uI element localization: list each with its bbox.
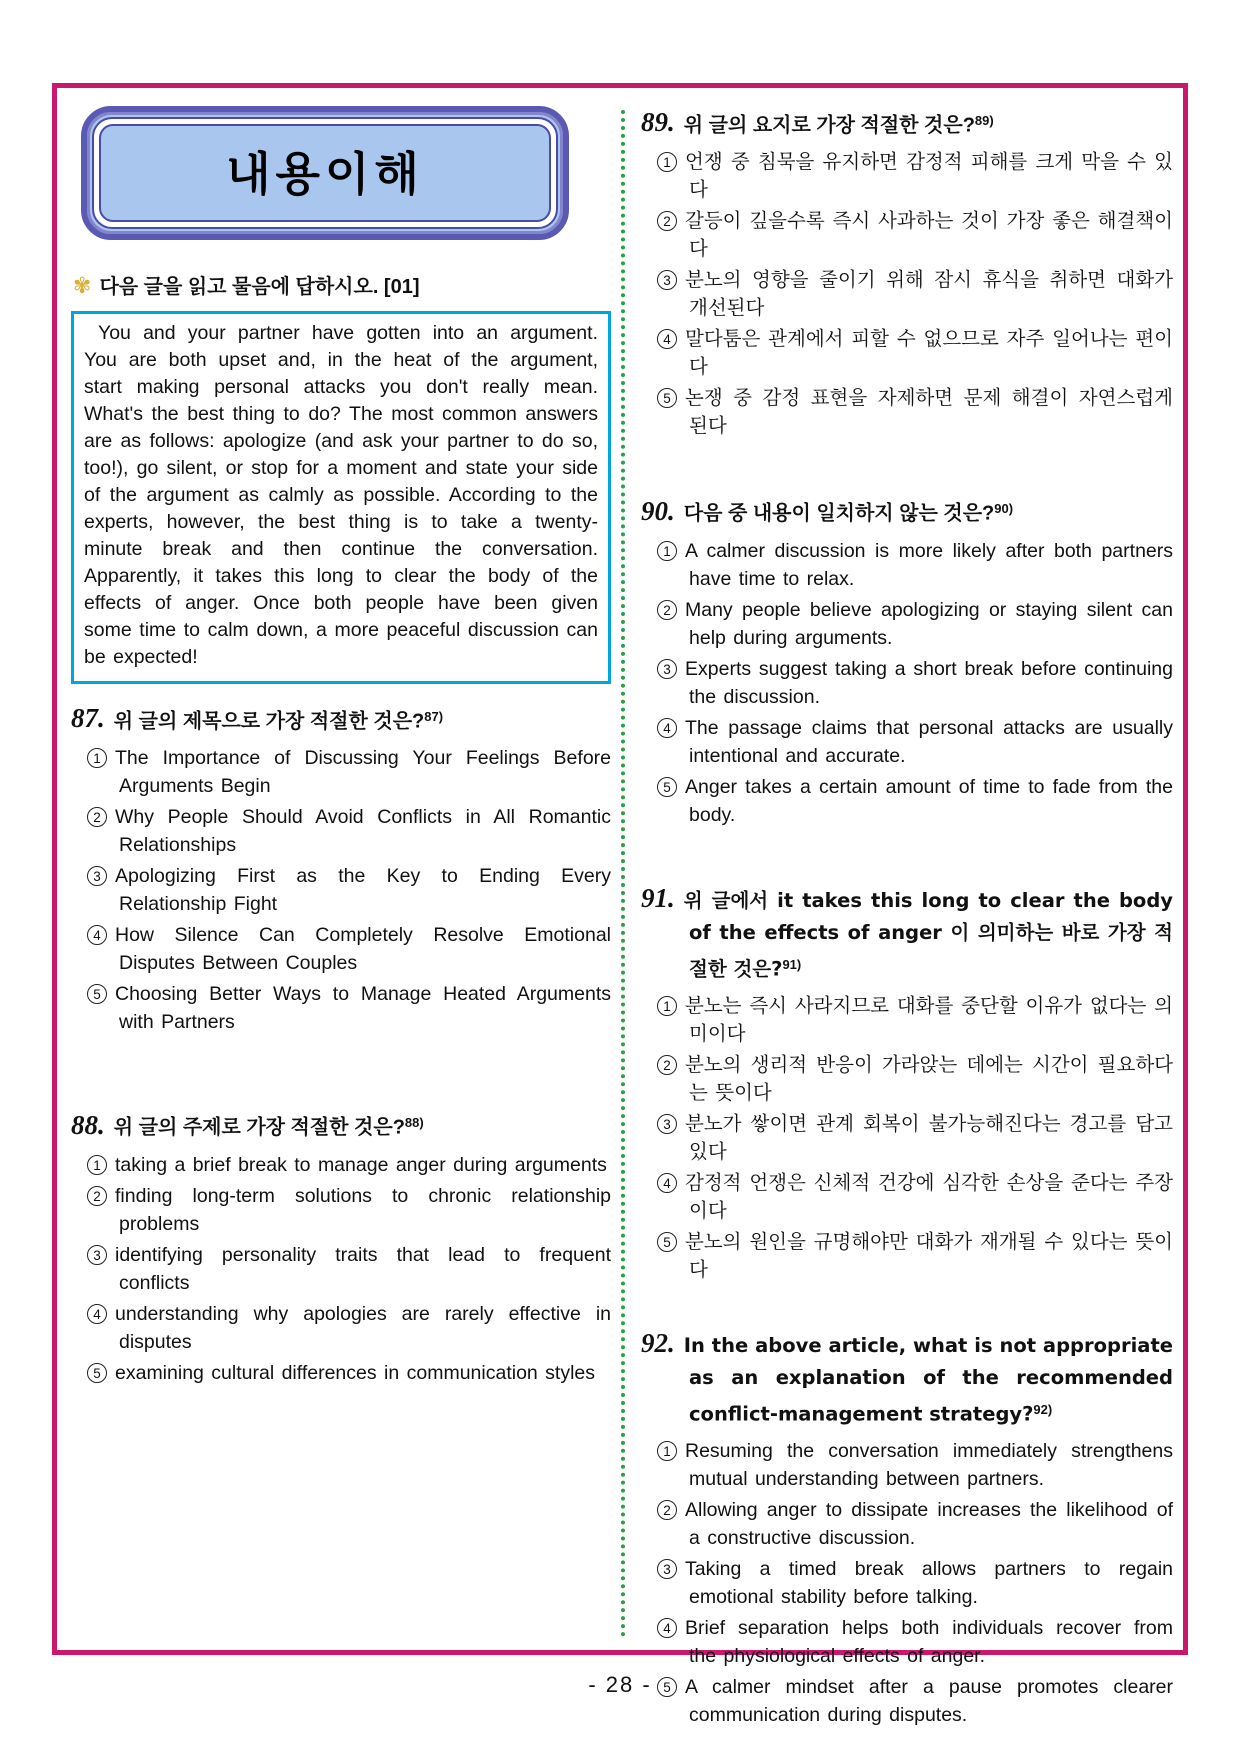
option xyxy=(657,148,1173,204)
option-marker: 4 xyxy=(657,718,677,738)
option-marker: 5 xyxy=(87,1363,107,1383)
option-marker: 3 xyxy=(657,270,677,290)
option-marker: 1 xyxy=(87,748,107,768)
option-text: A calmer mindset after a pause promotes clearer communication during disputes. xyxy=(685,1676,1173,1727)
option xyxy=(657,1110,1173,1166)
option-marker: 4 xyxy=(657,1173,677,1193)
passage-box xyxy=(71,311,611,684)
option-text: Choosing Better Ways to Manage Heated Arguments with Partners xyxy=(115,983,611,1034)
page-number: - 28 - xyxy=(588,1672,652,1697)
option xyxy=(87,1359,611,1387)
question-prompt: 위 글에서 it takes this long to clear the body of the effects of anger 이 의미하는 바로 가장 적절한 것은? xyxy=(683,888,1173,980)
option-marker: 4 xyxy=(657,329,677,349)
question-number: 89. xyxy=(641,107,675,138)
option-marker: 5 xyxy=(87,984,107,1004)
option-text: Resuming the conversation immediately strengthens mutual understanding between partners. xyxy=(685,1440,1173,1491)
question-footnote-ref: 88) xyxy=(404,1115,424,1131)
option-text: Apologizing First as the Key to Ending Every Relationship Fight xyxy=(115,865,611,916)
option-marker: 3 xyxy=(657,1559,677,1579)
option xyxy=(657,1169,1173,1225)
option xyxy=(87,980,611,1036)
option-marker: 5 xyxy=(657,1677,677,1697)
option-marker: 2 xyxy=(657,1055,677,1075)
option-text: 갈등이 깊을수록 즉시 사과하는 것이 가장 좋은 해결책이다 xyxy=(685,210,1173,261)
option-text: 분노가 쌓이면 관계 회복이 불가능해진다는 경고를 담고 있다 xyxy=(685,1112,1173,1163)
option xyxy=(657,992,1173,1048)
option-text: The passage claims that personal attacks are usually intentional and accurate. xyxy=(685,716,1173,767)
instruction-text: 다음 글을 읽고 물음에 답하시오. [01] xyxy=(99,276,420,298)
option-marker: 1 xyxy=(657,541,677,561)
question-number: 90. xyxy=(641,495,675,526)
option xyxy=(87,744,611,800)
option-text: Brief separation helps both individuals recover from the physiological effects of anger. xyxy=(685,1617,1173,1668)
option-marker: 3 xyxy=(657,659,677,679)
option xyxy=(657,1228,1173,1284)
section-title-ring xyxy=(92,117,558,229)
right-column xyxy=(641,106,1173,1732)
option xyxy=(657,1051,1173,1107)
left-column xyxy=(71,98,611,1390)
option xyxy=(657,537,1173,593)
option-text: 분노는 즉시 사라지므로 대화를 중단할 이유가 없다는 의미이다 xyxy=(685,994,1173,1045)
question-prompt: 위 글의 제목으로 가장 적절한 것은? xyxy=(113,710,425,733)
option xyxy=(657,596,1173,652)
option-text: 언쟁 중 침묵을 유지하면 감정적 피해를 크게 막을 수 있다 xyxy=(685,151,1173,202)
option xyxy=(657,1555,1173,1611)
section-title-panel xyxy=(99,124,551,222)
instruction-line xyxy=(73,270,611,299)
option-text: Allowing anger to dissipate increases the likelihood of a constructive discussion. xyxy=(685,1499,1173,1550)
flower-icon: ✾ xyxy=(73,273,92,298)
option-marker: 5 xyxy=(657,1232,677,1252)
question-footnote-ref: 87) xyxy=(424,709,444,724)
option-marker: 3 xyxy=(87,1245,107,1265)
option xyxy=(657,325,1173,381)
question-footnote-ref: 91) xyxy=(782,956,802,972)
option-text: Experts suggest taking a short break before continuing the discussion. xyxy=(685,657,1173,708)
passage-text: You and your partner have gotten into an argument. You are both upset and, in the heat of the argument, start making personal attacks you don't really mean. What's the best thing to do? The most common answers are as follows: apologize (and ask your partner to do so, too!), go silent, or stop for a moment and state your side of the argument as calmly as possible. According to the experts, however, the best thing is to take a twenty-minute break and then continue the conversation. Apparently, it takes this long to clear the body of the effects of anger. Once both people have been given some time to calm down, a more peaceful discussion can be expected! xyxy=(84,322,598,668)
options-list xyxy=(641,148,1173,440)
question-head xyxy=(71,1108,611,1144)
option-text: Anger takes a certain amount of time to fade from the body. xyxy=(685,775,1173,826)
option xyxy=(657,1496,1173,1552)
options-list xyxy=(71,744,611,1036)
option-marker: 2 xyxy=(87,1186,107,1206)
options-list xyxy=(641,992,1173,1284)
column-divider xyxy=(621,110,625,1638)
option xyxy=(657,1437,1173,1493)
question-91 xyxy=(641,883,1173,1284)
question-number: 88. xyxy=(71,1109,105,1140)
option-marker: 2 xyxy=(657,211,677,231)
option-marker: 4 xyxy=(657,1618,677,1638)
option-text: How Silence Can Completely Resolve Emotional Disputes Between Couples xyxy=(115,924,611,975)
question-prompt: 위 글의 주제로 가장 적절한 것은? xyxy=(113,1116,405,1139)
question-head xyxy=(71,702,611,738)
option-text: Why People Should Avoid Conflicts in All Romantic Relationships xyxy=(115,806,611,857)
option-marker: 1 xyxy=(657,152,677,172)
option-marker: 5 xyxy=(657,777,677,797)
option-marker: 2 xyxy=(657,1500,677,1520)
options-list xyxy=(641,537,1173,829)
option-marker: 1 xyxy=(87,1155,107,1175)
question-90 xyxy=(641,494,1173,828)
question-head xyxy=(641,1328,1173,1431)
option xyxy=(87,1151,611,1179)
question-prompt: In the above article, what is not appropriate as an explanation of the recommended conflict-management strategy? xyxy=(683,1333,1173,1426)
option-text: Many people believe apologizing or staying silent can help during arguments. xyxy=(685,598,1173,649)
option-text: taking a brief break to manage anger during arguments xyxy=(115,1153,607,1176)
option-text: The Importance of Discussing Your Feelings Before Arguments Begin xyxy=(115,747,611,798)
section-title: 내용이해 xyxy=(226,148,424,200)
option-marker: 4 xyxy=(87,1304,107,1324)
option xyxy=(657,1614,1173,1670)
option-marker: 2 xyxy=(657,600,677,620)
option-marker: 2 xyxy=(87,807,107,827)
question-89 xyxy=(641,106,1173,440)
question-head xyxy=(641,106,1173,142)
question-prompt: 위 글의 요지로 가장 적절한 것은? xyxy=(683,114,975,137)
option-text: A calmer discussion is more likely after both partners have time to relax. xyxy=(685,539,1173,590)
option xyxy=(657,266,1173,322)
option-text: 분노의 영향을 줄이기 위해 잠시 휴식을 취하면 대화가 개선된다 xyxy=(685,269,1173,320)
option xyxy=(87,803,611,859)
option xyxy=(657,773,1173,829)
option-text: 분노의 원인을 규명해야만 대화가 재개될 수 있다는 뜻이다 xyxy=(685,1230,1173,1281)
option-text: examining cultural differences in communication styles xyxy=(115,1361,596,1384)
section-title-box xyxy=(81,106,569,240)
option-marker: 1 xyxy=(657,1441,677,1461)
option-marker: 5 xyxy=(657,388,677,408)
option xyxy=(657,655,1173,711)
option xyxy=(657,384,1173,440)
option xyxy=(657,207,1173,263)
option-marker: 4 xyxy=(87,925,107,945)
option-marker: 3 xyxy=(657,1114,677,1134)
option xyxy=(87,1300,611,1356)
question-number: 92. xyxy=(641,1327,675,1358)
option xyxy=(657,714,1173,770)
option-marker: 1 xyxy=(657,996,677,1016)
option-text: identifying personality traits that lead to frequent conflicts xyxy=(115,1243,611,1294)
options-list xyxy=(71,1151,611,1387)
option-text: 분노의 생리적 반응이 가라앉는 데에는 시간이 필요하다는 뜻이다 xyxy=(685,1053,1173,1104)
question-number: 87. xyxy=(71,703,105,734)
option-marker: 3 xyxy=(87,866,107,886)
question-92 xyxy=(641,1328,1173,1729)
option xyxy=(87,1182,611,1238)
question-head xyxy=(641,883,1173,986)
question-88 xyxy=(71,1108,611,1386)
option xyxy=(87,862,611,918)
option xyxy=(87,1241,611,1297)
option-text: 감정적 언쟁은 신체적 건강에 심각한 손상을 준다는 주장이다 xyxy=(685,1171,1173,1222)
question-87 xyxy=(71,702,611,1036)
question-footnote-ref: 92) xyxy=(1033,1401,1053,1417)
question-head xyxy=(641,494,1173,530)
option-text: understanding why apologies are rarely effective in disputes xyxy=(115,1302,611,1353)
option-text: 논쟁 중 감정 표현을 자제하면 문제 해결이 자연스럽게 된다 xyxy=(685,387,1173,438)
question-prompt: 다음 중 내용이 일치하지 않는 것은? xyxy=(683,502,995,525)
question-footnote-ref: 89) xyxy=(974,113,994,128)
question-number: 91. xyxy=(641,882,675,913)
option-text: 말다툼은 관계에서 피할 수 없으므로 자주 일어나는 편이다 xyxy=(685,328,1173,379)
option xyxy=(87,921,611,977)
question-footnote-ref: 90) xyxy=(994,501,1014,517)
option-text: finding long-term solutions to chronic relationship problems xyxy=(115,1184,611,1235)
option-text: Taking a timed break allows partners to regain emotional stability before talking. xyxy=(685,1558,1173,1609)
